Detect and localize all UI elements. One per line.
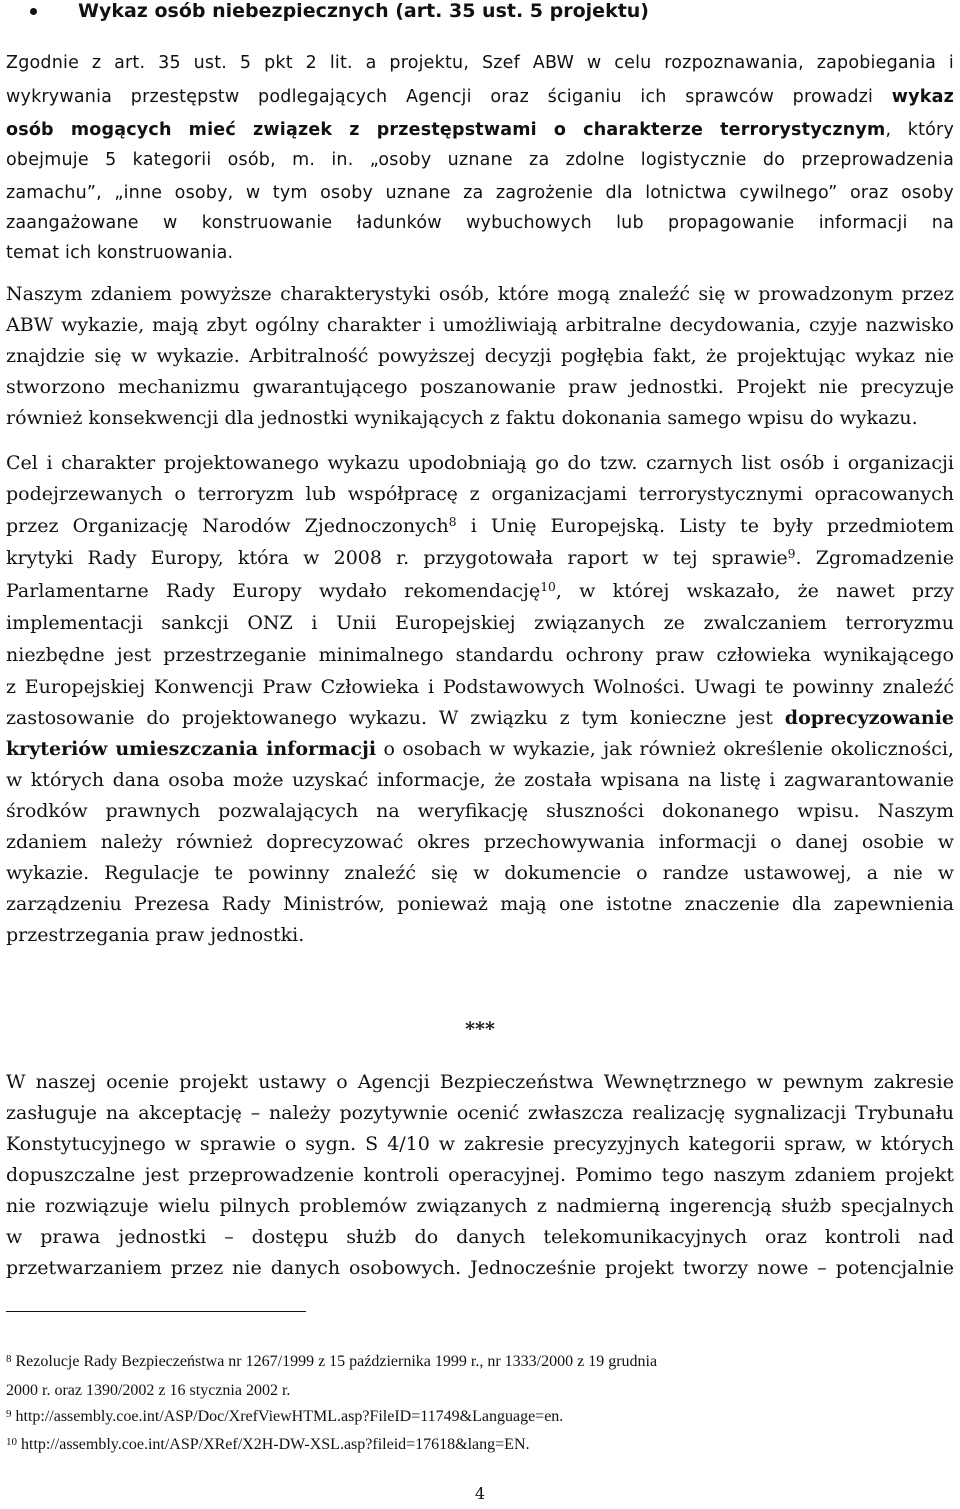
text-line: przetwarzaniem przez nie danych osobowych. Jednocześnie projekt tworzy nowe – potencjalnie: [6, 1257, 954, 1279]
text-line: Cel i charakter projektowanego wykazu upodobniają go do tzw. czarnych list osób i organizacji: [6, 452, 954, 474]
footnote-ref: 8: [448, 515, 457, 529]
text-line: krytyki Rady Europy, która w 2008 r. przygotowała raport w tej sprawie$^9$. Zgromadzenie: [6, 547, 954, 569]
footnote-link[interactable]: http://assembly.coe.int/ASP/Doc/XrefViewHTML.asp?FileID=11749&Language=en.: [11, 1408, 564, 1425]
text-line: zarządzeniu Prezesa Rady Ministrów, ponieważ mają one istotne znaczenie dla zapewnienia: [6, 893, 954, 915]
text-line: w prawa jednostki – dostępu służb do danych telekomunikacyjnych oraz kontroli nad: [6, 1226, 954, 1248]
footnote-divider: [6, 1311, 306, 1312]
text-line: środków prawnych pozwalających na weryfikację słuszności dokonanego wpisu. Naszym: [6, 800, 954, 822]
text-line: podejrzewanych o terroryzm lub współpracę z organizacjami terrorystycznymi opracowanych: [6, 483, 954, 505]
footnote-9: $^9$ http://assembly.coe.int/ASP/Doc/XrefViewHTML.asp?FileID=11749&Language=en.: [6, 1408, 564, 1425]
text-line: niezbędne jest przestrzeganie minimalnego standardu ochrony praw człowieka wynikającego: [6, 644, 954, 666]
text-line: wykrywania przestępstw podlegających Agencji oraz ściganiu ich sprawców prowadzi wykaz: [6, 87, 954, 107]
bullet-icon: [30, 8, 37, 15]
footnote-8: $^8$ Rezolucje Rady Bezpieczeństwa nr 1267/1999 z 15 października 1999 r., nr 1333/2000 z 19 grudnia: [6, 1353, 658, 1370]
text-line: zamachu”, „inne osoby, w tym osoby uznane za zagrożenie dla lotnictwa cywilnego” oraz osoby: [6, 183, 954, 203]
text-line: zdaniem należy również doprecyzować okres przechowywania informacji o danej osobie w: [6, 831, 954, 853]
text-line: obejmuje 5 kategorii osób, m. in. „osoby uznane za zdolne logistycznie do przeprowadzenia: [6, 150, 954, 170]
text-line: zastosowanie do projektowanego wykazu. W związku z tym konieczne jest doprecyzowanie: [6, 707, 954, 729]
text-line: implementacji sankcji ONZ i Unii Europejskiej związanych ze zwalczaniem terroryzmu: [6, 612, 954, 634]
section-separator: ***: [465, 1018, 495, 1040]
text-line: temat ich konstruowania.: [6, 243, 234, 263]
text-line: zasługuje na akceptację – należy pozytywnie ocenić zwłaszcza realizację sygnalizacji Trybunału: [6, 1102, 954, 1124]
text-line: Parlamentarne Rady Europy wydało rekomendację$^{10}$, w której wskazało, że nawet przy: [6, 580, 954, 602]
footnote-ref: 9: [787, 547, 796, 561]
text-line: Konstytucyjnego w sprawie o sygn. S 4/10 w zakresie precyzyjnych kategorii spraw, w których: [6, 1133, 954, 1155]
text-line: w których dana osoba może uzyskać informacje, że została wpisana na listę i zagwarantowanie: [6, 769, 954, 791]
footnote-ref: 10: [540, 580, 556, 594]
text-line: zaangażowane w konstruowanie ładunków wybuchowych lub propagowanie informacji na: [6, 213, 954, 233]
text-line: Zgodnie z art. 35 ust. 5 pkt 2 lit. a projektu, Szef ABW w celu rozpoznawania, zapobiegania i: [6, 53, 954, 73]
footnote-link[interactable]: http://assembly.coe.int/ASP/XRef/X2H-DW-XSL.asp?fileid=17618&lang=EN.: [17, 1436, 530, 1453]
text-line: Naszym zdaniem powyższe charakterystyki osób, które mogą znaleźć się w prowadzonym przez: [6, 283, 954, 305]
text-line: stworzono mechanizmu gwarantującego poszanowanie praw jednostki. Projekt nie precyzuje: [6, 376, 954, 398]
text-line: przez Organizację Narodów Zjednoczonych$^8$ i Unię Europejską. Listy te były przedmiotem: [6, 515, 954, 537]
text-line: przestrzegania praw jednostki.: [6, 924, 305, 946]
text-line: z Europejskiej Konwencji Praw Człowieka i Podstawowych Wolności. Uwagi te powinny znaleźć: [6, 676, 954, 698]
text-line: znajdzie się w wykazie. Arbitralność powyższej decyzji pogłębia fakt, że projektując wykaz nie: [6, 345, 954, 367]
page-number: 4: [474, 1484, 486, 1503]
heading-text: Wykaz osób niebezpiecznych (art. 35 ust. 5 projektu): [78, 0, 649, 22]
text-line: nie rozwiązuje wielu pilnych problemów związanych z nadmierną ingerencją służb specjalnych: [6, 1195, 954, 1217]
section-heading: [0, 0, 960, 22]
text-line: osób mogących mieć związek z przestępstwami o charakterze terrorystycznym, który: [6, 120, 954, 140]
text-line: W naszej ocenie projekt ustawy o Agencji Bezpieczeństwa Wewnętrznego w pewnym zakresie: [6, 1071, 954, 1093]
footnote-8-cont: 2000 r. oraz 1390/2002 z 16 stycznia 2002 r.: [6, 1382, 291, 1399]
text-line: kryteriów umieszczania informacji o osobach w wykazie, jak również określenie okoliczności,: [6, 738, 954, 760]
footnote-10: $^{10}$ http://assembly.coe.int/ASP/XRef/X2H-DW-XSL.asp?fileid=17618&lang=EN.: [6, 1436, 530, 1453]
text-line: ABW wykazie, mają zbyt ogólny charakter i umożliwiają arbitralne decydowania, czyje nazwisko: [6, 314, 954, 336]
text-line: wykazie. Regulacje te powinny znaleźć się w dokumencie o randze ustawowej, a nie w: [6, 862, 954, 884]
text-line: również konsekwencji dla jednostki wynikających z faktu dokonania samego wpisu do wykazu.: [6, 407, 918, 429]
text-line: dopuszczalne jest przeprowadzenie kontroli operacyjnej. Pomimo tego naszym zdaniem projekt: [6, 1164, 954, 1186]
